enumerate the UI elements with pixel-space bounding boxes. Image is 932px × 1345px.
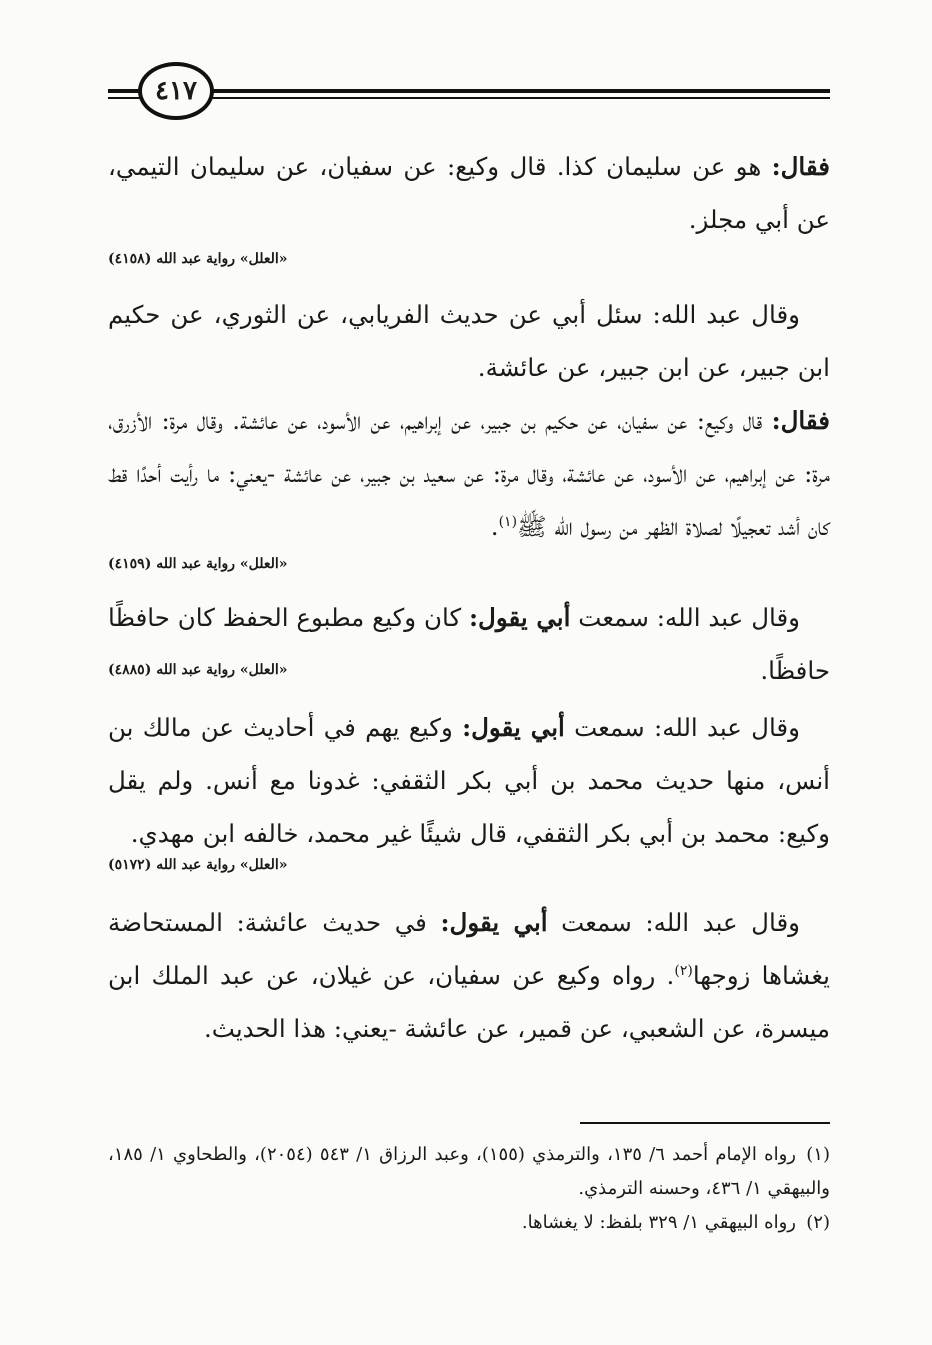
main-text bbox=[108, 140, 830, 1055]
footnote-ref[interactable]: (١) bbox=[498, 513, 518, 530]
speaker-label: فقال: bbox=[771, 152, 830, 181]
paragraph: وقال عبد الله: سمعت أبي يقول: وكيع يهم في أحاديث عن مالك بن أنس، منها حديث محمد بن أبي بكر الثقفي: غدونا مع أنس. ولم يقل وكيع: محمد بن أبي بكر الثقفي، قال شيئًا غير محمد، خالفه ابن مهدي. bbox=[108, 713, 830, 848]
header-rule-thick bbox=[204, 89, 830, 93]
footnote-separator bbox=[580, 1122, 830, 1124]
source-citation: «العلل» رواية عبد الله (٥١٧٢) bbox=[108, 857, 288, 873]
paragraph bbox=[108, 288, 830, 394]
footnote bbox=[108, 1206, 830, 1240]
source-citation: «العلل» رواية عبد الله (٤٨٨٥) bbox=[108, 662, 288, 678]
footnote-number: (١) bbox=[806, 1144, 830, 1165]
paragraph bbox=[108, 140, 830, 246]
footnotes bbox=[108, 1138, 830, 1240]
page-number: ٤١٧ bbox=[138, 62, 214, 120]
header-rule-thin bbox=[204, 97, 830, 99]
paragraph-text: وقال عبد الله: سئل أبي عن حديث الفريابي، عن الثوري، عن حكيم ابن جبير، عن ابن جبير، عن عائشة. bbox=[108, 300, 830, 382]
source-citation: «العلل» رواية عبد الله (٤١٥٩) bbox=[108, 556, 288, 572]
footnote-ref[interactable]: (٢) bbox=[674, 962, 693, 979]
source-citation: «العلل» رواية عبد الله (٤١٥٨) bbox=[108, 251, 288, 267]
paragraph-text: هو عن سليمان كذا. قال وكيع: عن سفيان، عن سليمان التيمي، عن أبي مجلز. bbox=[108, 152, 830, 234]
paragraph: فقال: قال وكيع: عن سفيان، عن حكيم بن جبير، عن إبراهيم، عن الأسود، عن عائشة. وقال مرة: الأزرق، مرة: عن إبراهيم، عن الأسود، عن عائشة، وقال مرة: عن سعيد بن جبير، عن عائشة -يعني: ما رأيت أحدًا قط كان أشد تعجيلًا لصلاة الظهر من رسول الله ﷺ$^{(١)}$. bbox=[108, 406, 830, 541]
paragraph-text: وكيع يهم في أحاديث عن مالك بن أنس، منها حديث محمد بن أبي بكر الثقفي: غدونا مع أنس. ولم يقل وكيع: محمد بن أبي بكر الثقفي، قال شيئًا غير محمد، خالفه ابن مهدي. bbox=[108, 713, 830, 848]
footnote bbox=[108, 1138, 830, 1206]
footnote-number: (٢) bbox=[806, 1212, 830, 1233]
paragraph-text: قال وكيع: عن سفيان، عن حكيم بن جبير، عن إبراهيم، عن الأسود، عن عائشة. وقال مرة: الأزرق، مرة: عن إبراهيم، عن الأسود، عن عائشة، وقال مرة: عن سعيد بن جبير، عن عائشة -يعني: ما رأيت أحدًا قط كان أشد تعجيلًا لصلاة الظهر من رسول الله ﷺ bbox=[108, 406, 830, 541]
footnote-text: رواه البيهقي ١/ ٣٢٩ بلفظ: لا يغشاها. bbox=[521, 1212, 796, 1233]
page-header bbox=[108, 62, 830, 122]
paragraph: وقال عبد الله: سمعت أبي يقول: في حديث عائشة: المستحاضة يغشاها زوجها$^{(٢)}$. رواه وكيع عن سفيان، عن غيلان، عن عبد الملك ابن ميسرة، عن الشعبي، عن قمير، عن عائشة -يعني: هذا الحديث. bbox=[108, 908, 830, 1043]
footnote-text: رواه الإمام أحمد ٦/ ١٣٥، والترمذي (١٥٥)، وعبد الرزاق ١/ ٥٤٣ (٢٠٥٤)، والطحاوي ١/ ١٨٥، والبيهقي ١/ ٤٣٦، وحسنه الترمذي. bbox=[108, 1144, 830, 1199]
speaker-label: أبي يقول: bbox=[469, 603, 571, 632]
paragraph: وقال عبد الله: سمعت أبي يقول: كان وكيع مطبوع الحفظ كان حافظًا حافظًا. «العلل» رواية عبد الله (٤٨٨٥) bbox=[108, 591, 830, 697]
paragraph-text: في حديث عائشة: المستحاضة يغشاها زوجها bbox=[108, 908, 830, 990]
speaker-label: فقال: bbox=[771, 406, 830, 435]
speaker-label: أبي يقول: bbox=[462, 713, 565, 742]
paragraph-text: كان وكيع مطبوع الحفظ كان حافظًا حافظًا. bbox=[108, 603, 830, 685]
speaker-label: أبي يقول: bbox=[440, 908, 548, 937]
